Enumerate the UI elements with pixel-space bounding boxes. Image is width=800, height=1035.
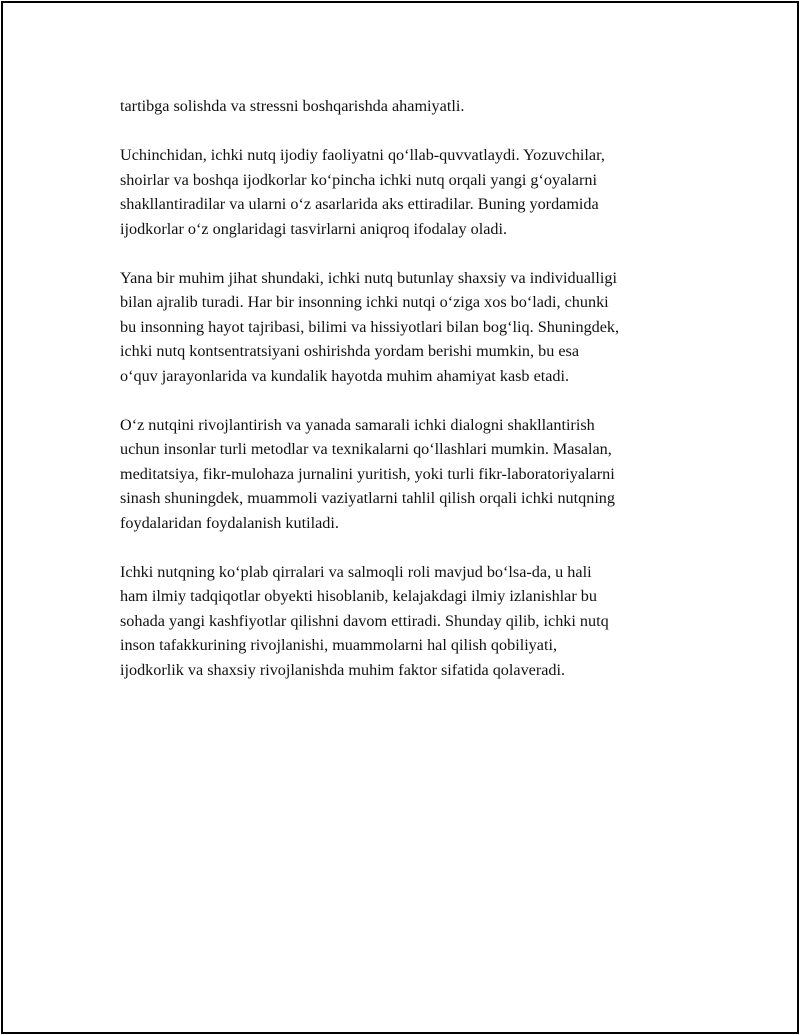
text-line: Yana bir muhim jihat shundaki, ichki nutq butunlay shaxsiy va individualligi bbox=[120, 268, 617, 287]
text-line: bilan ajralib turadi. Har bir insonning ichki nutqi o‘ziga xos bo‘ladi, chunki bbox=[120, 293, 609, 311]
text-line: ham ilmiy tadqiqotlar obyekti hisoblanib, kelajakdagi ilmiy izlanishlar bu bbox=[120, 587, 597, 605]
text-line: bu insonning hayot tajribasi, bilimi va hissiyotlari bilan bog‘liq. Shuningdek, bbox=[120, 317, 620, 336]
text-line: shakllantiradilar va ularni o‘z asarlarida aks ettiradilar. Buning yordamida bbox=[120, 195, 599, 213]
text-line: O‘z nutqini rivojlantirish va yanada samarali ichki dialogni shakllantirish bbox=[120, 415, 595, 434]
text-line: shoirlar va boshqa ijodkorlar ko‘pincha ichki nutq orqali yangi g‘oyalarni bbox=[120, 170, 597, 189]
paragraph-1 bbox=[120, 94, 700, 119]
text-line: Uchinchidan, ichki nutq ijodiy faoliyatni qo‘llab-quvvatlaydi. Yozuvchilar, bbox=[120, 146, 605, 164]
paragraph-5 bbox=[120, 560, 700, 683]
document-page bbox=[1, 1, 799, 1034]
paragraph-2 bbox=[120, 143, 700, 241]
text-line: foydalaridan foydalanish kutiladi. bbox=[120, 513, 339, 532]
text-line: sinash shuningdek, muammoli vaziyatlarni tahlil qilish orqali ichki nutqning bbox=[120, 489, 615, 507]
text-line: ijodkorlik va shaxsiy rivojlanishda muhim faktor sifatida qolaveradi. bbox=[120, 660, 566, 679]
document-body bbox=[120, 94, 700, 707]
text-line: ijodkorlar o‘z onglaridagi tasvirlarni aniqroq ifodalay oladi. bbox=[120, 219, 508, 238]
paragraph-3 bbox=[120, 266, 700, 389]
text-line: o‘quv jarayonlarida va kundalik hayotda muhim ahamiyat kasb etadi. bbox=[120, 366, 570, 385]
paragraph-4 bbox=[120, 413, 700, 536]
text-line: meditatsiya, fikr-mulohaza jurnalini yuritish, yoki turli fikr-laboratoriyalarni bbox=[120, 464, 615, 483]
text-line: sohada yangi kashfiyotlar qilishni davom ettiradi. Shunday qilib, ichki nutq bbox=[120, 611, 609, 630]
text-line: Ichki nutqning ko‘plab qirralari va salmoqli roli mavjud bo‘lsa-da, u hali bbox=[120, 562, 592, 581]
text-line: tartibga solishda va stressni boshqarishda ahamiyatli. bbox=[120, 97, 465, 115]
text-line: uchun insonlar turli metodlar va texnikalarni qo‘llashlari mumkin. Masalan, bbox=[120, 440, 612, 458]
text-line: inson tafakkurining rivojlanishi, muammolarni hal qilish qobiliyati, bbox=[120, 636, 558, 654]
text-line: ichki nutq kontsentratsiyani oshirishda yordam berishi mumkin, bu esa bbox=[120, 342, 580, 360]
